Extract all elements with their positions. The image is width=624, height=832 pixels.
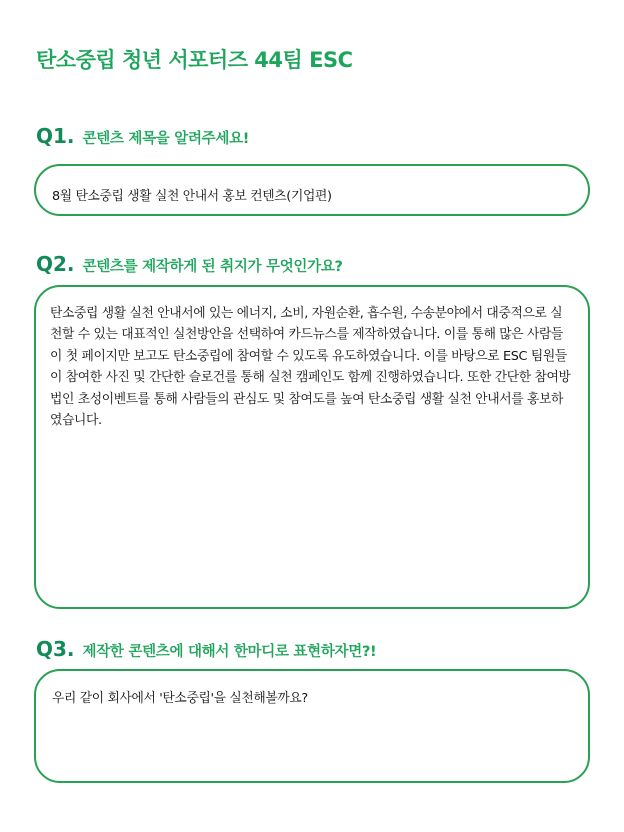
answer-3-box	[34, 669, 590, 783]
answer-2-box	[34, 285, 590, 609]
answer-3-text: 우리 같이 회사에서 '탄소중립'을 실천해볼까요?	[52, 691, 308, 706]
question-2-text: 콘텐츠를 제작하게 된 취지가 무엇인가요?	[82, 259, 343, 275]
answer-1-box	[34, 164, 590, 216]
question-1-number: Q1.	[36, 124, 75, 148]
question-3-text: 제작한 콘텐츠에 대해서 한마디로 표현하자면?!	[82, 644, 377, 660]
answer-1-text: 8월 탄소중립 생활 실천 안내서 홍보 컨텐츠(기업편)	[52, 189, 332, 204]
answer-2-text: 탄소중립 생활 실천 안내서에 있는 에너지, 소비, 자원순환, 흡수원, 수송분야에서 대중적으로 실천할 수 있는 대표적인 실천방안을 선택하여 카드뉴스를 제작하였습니다. 이를 통해 많은 사람들이 첫 페이지만 보고도 탄소중립에 참여할 수 있도록 유도하였습니다. 이를 바탕으로 ESC 팀원들이 참여한 사진 및 간단한 슬로건를 통해 실천 캠페인도 함께 진행하였습니다. 또한 간단한 참여방법인 초성이벤트를 통해 사람들의 관심도 및 참여도를 높여 탄소중립 생활 실천 안내서를 홍보하였습니다.	[50, 306, 571, 429]
question-3-heading	[36, 634, 376, 662]
question-1-heading	[36, 121, 249, 149]
question-3-number: Q3.	[36, 637, 75, 661]
question-2-number: Q2.	[36, 252, 75, 276]
document-title: 탄소중립 청년 서포터즈 44팀 ESC	[36, 48, 353, 72]
question-2-heading	[36, 249, 343, 277]
question-1-text: 콘텐츠 제목을 알려주세요!	[82, 131, 250, 147]
